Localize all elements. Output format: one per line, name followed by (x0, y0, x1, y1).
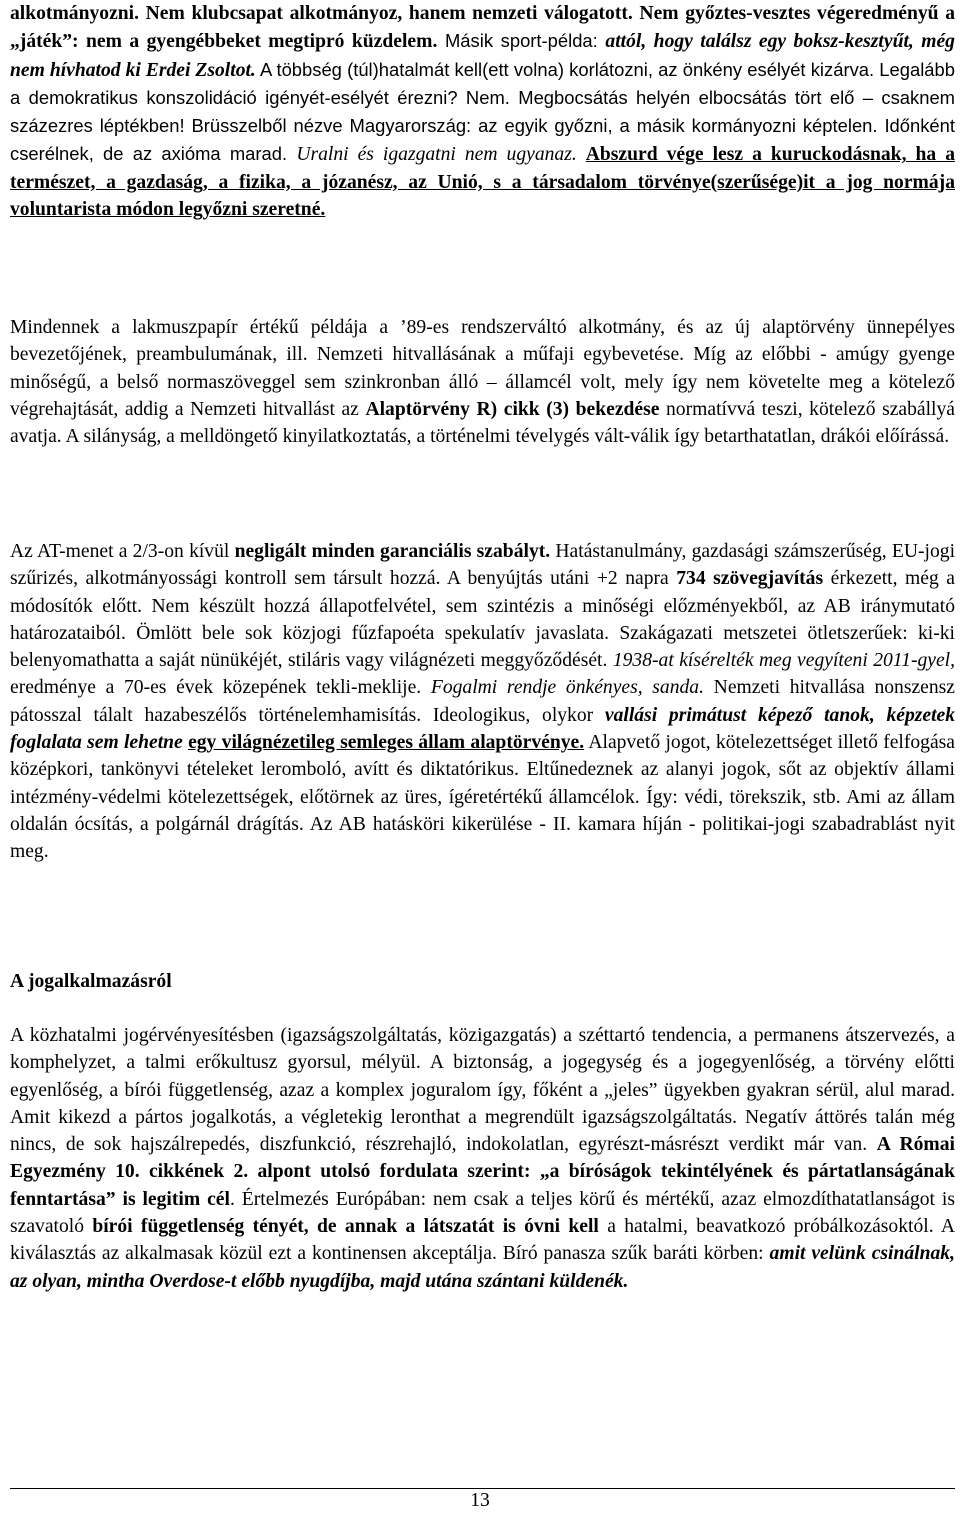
body-text: Mindennek a lakmuszpapír értékű példája a ’89-es rendszerváltó alkotmány, és az új alaptörvény ünnepélyes bevezetőjének, preambulumának, ill. Nemzeti hitvallásának a műfaji egybevetése. Míg az előbbi - amúgy gyenge minőségű, a belső normaszöveggel sem szinkronban álló – államcél volt, mely így nem követelte meg a kötelező végrehajtását, addig a Nemzeti hitvallást az (10, 317, 955, 420)
body-text: A közhatalmi jogérvényesítésben (igazságszolgáltatás, közigazgatás) a széttartó tendencia, a permanens átszervezés, a komphelyzet, a talmi erőkultusz gyorsul, mélyül. A biztonság, a jogegység és a jogegyenlőség, a törvény előtti egyenlőség, a bírói függetlenség, azaz a komplex joguralom így, főként a „jeles” ügyekben gyakran sérül, alul marad. Amit kikezd a pártos jogalkotás, a végletekig leronthat a megrendült igazságszolgáltatás. Negatív áttörés talán még nincs, de sok hajszálrepedés, diszfunkció, részrehajló, indokolatlan, egyrészt-másrészt verdikt már van. (10, 1025, 955, 1156)
body-text: a hatalmi, beavatkozó próbálkozásoktól. A kiválasztás az alkalmasak közül ezt a kontinensen akceptálja. Bíró panasza szűk baráti körben: (10, 1216, 955, 1265)
bold-reference: Alaptörvény R) cikk (3) bekezdése (365, 398, 660, 420)
body-text: eredménye a 70-es évek közepének tekli-meklije. (10, 677, 431, 699)
body-text: . Értelmezés Európában: nem csak a teljes körű és mértékű, azaz elmozdíthatatlanságot is szavatoló (10, 1188, 955, 1238)
bold-underlined-sentence: Abszurd vége lesz a kuruckodásnak, ha a természet, a gazdaság, a fizika, a józanész, az Unió, s a társadalom törvénye(szerűsége)it a jog normája voluntarista módon legyőzni szeretné. (10, 144, 955, 221)
spacer-text (577, 144, 586, 165)
footer-divider (10, 1488, 955, 1489)
body-text: normatívvá teszi, kötelező szabállyá avatja. A silányság, a melldöngető kinyilatkoztatás, a történelmi tévelygés vált-válik így betarthatatlan, drákói előírássá. (10, 398, 955, 448)
bold-quote: A Római Egyezmény 10. cikkének 2. alpont utolsó fordulata szerint: „a bíróságok tekintélyének és pártatlanságának fenntartása” is legitim cél (10, 1134, 955, 1210)
paragraph-4 (10, 1022, 955, 1295)
body-text: Hatástanulmány, gazdasági számszerűség, EU-jogi szűrizés, alkotmányossági kontroll sem társult hozzá. A benyújtás utáni +2 napra (10, 541, 956, 590)
bold-underlined-phrase: egy világnézetileg semleges állam alaptörvénye. (188, 732, 585, 754)
bold-italic-example: attól, hogy találsz egy boksz-kesztyűt, még nem hívhatod ki Erdei Zsoltot. (10, 31, 955, 81)
italic-sentence: Uralni és igazgatni nem ugyanaz. (296, 144, 577, 166)
body-text: érkezett, még a módosítók előtt. Nem készült hozzá állapotfelvétel, sem szintézis a minőségi előzményekből, az AB iránymutató határozataiból. Ömlött bele sok közjogi fűzfapoéta spekulatív javaslata. Szakágazati metszetei ötletszerűek: ki-ki belenyomathatta a saját nünükéjét, stiláris vagy világnézeti meggyőződését. (10, 568, 955, 672)
body-text: Az AT-menet a 2/3-on kívül (10, 541, 235, 562)
bold-italic-phrase: vallási primátust képező tanok, képzetek foglalata sem lehetne (10, 704, 956, 754)
paragraph-2 (10, 314, 955, 450)
paragraph-3 (10, 538, 955, 866)
bold-sentence: alkotmányozni. Nem klubcsapat alkotmányoz, hanem nemzeti válogatott. Nem győztes-vesztes végeredményű a „játék”: nem a gyengébbeket megtipró küzdelem. (10, 3, 955, 53)
italic-phrase: 1938-at kísérelték meg vegyíteni 2011-gyel, (612, 650, 955, 672)
bold-phrase: negligált minden garanciális szabályt. (234, 541, 551, 562)
bold-italic-quote: amit velünk csinálnak, az olyan, mintha Overdose-t előbb nyugdíjba, majd utána szántani küldenék. (10, 1243, 955, 1292)
bold-phrase: 734 szövegjavítás (676, 568, 824, 590)
body-text: Alapvető jogot, kötelezettséget illető felfogása középkori, tankönyvi tételeket leromboló, avítt és diktatórikus. Eltűnedeznek az alanyi jogok, sőt az objektív állami intézmény-védelmi kötelezettségek, előtörnek az üres, ígéretértékű államcélok. Így: védi, törekszik, stb. Ami az állam oldalán ócsítás, a polgárnál drágítás. Az AB hatásköri kikerülése - II. kamara híján - politikai-jogi szabadrablást nyit meg. (10, 732, 955, 863)
sans-text: Másik sport-példa: (437, 30, 606, 52)
page-number: 13 (470, 1490, 490, 1511)
bold-phrase: bírói függetlenség tényét, de annak a látszatát is óvni kell (92, 1216, 599, 1238)
paragraph-1 (10, 0, 955, 223)
sans-text: A többség (túl)hatalmát kell(ett volna) korlátozni, az önkény esélyét kizárva. Legalább a demokratikus konszolidáció igényét-esélyét érezni? Nem. Megbocsátás helyén elbocsátás tört elő – csaknem százezres léptékben! Brüsszelből nézve Magyarország: az egyik győzni, a másik kormányozni képtelen. Időnként cserélnek, de az axióma marad. (10, 58, 955, 165)
body-text: Nemzeti hitvallása nonszensz pátosszal tálalt hazabeszélős történelemhamisítás. Ideologikus, olykor (10, 677, 955, 726)
italic-phrase: Fogalmi rendje önkényes, sanda. (430, 677, 704, 699)
section-heading: A jogalkalmazásról (10, 971, 172, 992)
